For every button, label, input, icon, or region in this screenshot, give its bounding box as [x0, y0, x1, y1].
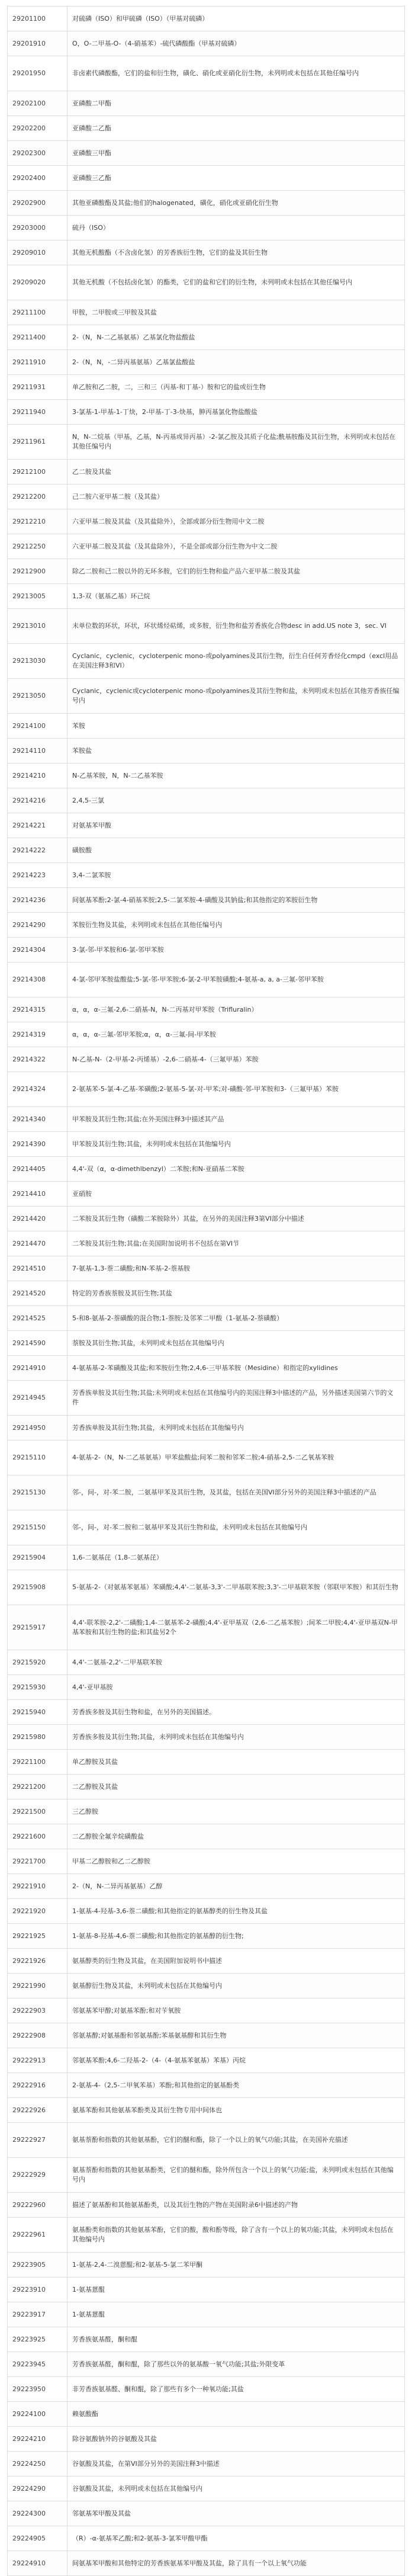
table-row: [8, 1849, 405, 1874]
table-row: [8, 609, 405, 644]
description-cell: 二苯胺及其衍生物（磺酸二苯胺除外）其盐，在另外的美国注释3第VI部分中描述: [67, 1207, 405, 1231]
table-row: [8, 1306, 405, 1331]
table-row: [8, 2327, 405, 2352]
table-row: [8, 1416, 405, 1441]
table-row: [8, 1750, 405, 1775]
hs-code-cell: 29214290: [8, 913, 67, 938]
table-body: [8, 7, 405, 2576]
description-cell: 对氨基苯甲酸: [67, 813, 405, 838]
description-cell: 间氨基苯甲酸和其他特定的芳香族氨基苯甲酸及其盐，除了具有一个以上氧气功能: [67, 2551, 405, 2576]
table-row: [8, 1281, 405, 1306]
table-row: [8, 679, 405, 714]
description-cell: 2-氨基-4-（2,5-二甲氧苯基）苯酚;和其他指定的氨基酚类: [67, 2073, 405, 2098]
hs-code-cell: 29222913: [8, 2048, 67, 2073]
description-cell: 谷氨酸及其盐，未列明或未包括在其他编号内: [67, 2476, 405, 2501]
hs-code-cell: 29214420: [8, 1207, 67, 1231]
table-row: [8, 2253, 405, 2277]
description-cell: α，α，α-三氟-2,6-二硝基-N，N-二丙基对甲苯胺（Trifluralin）: [67, 997, 405, 1022]
table-row: [8, 1605, 405, 1650]
description-cell: 甲基二乙醇胺和乙二乙醇胺: [67, 1849, 405, 1874]
hs-code-cell: 29214210: [8, 764, 67, 788]
hs-code-cell: 29215940: [8, 1700, 67, 1725]
description-cell: 亚磷酸三乙酯: [67, 166, 405, 191]
table-row: [8, 1072, 405, 1107]
description-cell: 1-氨基-8-羟基-4,6-萘二磺酸;和其他指定的氨基醇的衍生物;: [67, 1924, 405, 1949]
hs-code-cell: 29215980: [8, 1725, 67, 1750]
hs-code-cell: 29224210: [8, 2427, 67, 2452]
hs-code-cell: 29214221: [8, 813, 67, 838]
hs-code-cell: 29212200: [8, 485, 67, 509]
description-cell: 二乙醇胺及其盐: [67, 1775, 405, 1799]
hs-code-cell: 29203000: [8, 216, 67, 240]
description-cell: 赖氨酸酯: [67, 2402, 405, 2427]
table-row: [8, 1510, 405, 1545]
description-cell: N-乙基-N-（2-甲基-2-丙烯基）-2,6-二硝基-4-（三氟甲基）苯胺: [67, 1047, 405, 1072]
description-cell: Cyclanic，cyclenic，cycloterpenic mono-或polyamines及其衍生物，衍生自任何芳香烃化cmpd（excl用品在美国注释3和VI）: [67, 644, 405, 679]
table-row: [8, 838, 405, 863]
hs-code-cell: 29222961: [8, 2218, 67, 2253]
description-cell: 3-氯-邻-甲苯胺和6-氯-邻甲苯胺: [67, 938, 405, 963]
hs-code-cell: 29214340: [8, 1107, 67, 1132]
hs-code-cell: 29222927: [8, 2123, 67, 2158]
table-row: [8, 1381, 405, 1416]
table-row: [8, 2158, 405, 2193]
table-row: [8, 1799, 405, 1824]
table-row: [8, 2501, 405, 2526]
table-row: [8, 2352, 405, 2377]
description-cell: 4,4'-双（α，α-dimethlbenzyl）二苯胺;和N-亚硝基二苯胺: [67, 1157, 405, 1182]
description-cell: 芳香族氨基醛，酮和醌，除了那些以外的氨基酸一氧气功能;其盐;外限变革: [67, 2352, 405, 2377]
hs-code-cell: 29221200: [8, 1775, 67, 1799]
table-row: [8, 1998, 405, 2023]
hs-code-cell: 29223950: [8, 2377, 67, 2402]
table-row: [8, 2302, 405, 2327]
description-cell: N，N-二烷基（甲基，乙基，N-丙基或异丙基）-2-氯乙胺及其质子化盐;酰基胺酯及其衍生物，未列明或未包括在其他任编号内: [67, 425, 405, 460]
table-row: [8, 1182, 405, 1207]
description-cell: 间氨基苯酚;2-氯-4-硝基苯胺;2,5-二氯苯胺-4-磺酸及其钠盐;和其他指定的苯胺衍生物: [67, 888, 405, 913]
hs-code-cell: 29214236: [8, 888, 67, 913]
hs-code-cell: 29221700: [8, 1849, 67, 1874]
table-row: [8, 2452, 405, 2476]
description-cell: 7-氨基-1,3-萘二磺酸;和N-苯基-2-萘基胺: [67, 1256, 405, 1281]
table-row: [8, 1475, 405, 1510]
description-cell: 苯胺盐: [67, 739, 405, 764]
table-row: [8, 714, 405, 739]
table-row: [8, 788, 405, 813]
table-row: [8, 813, 405, 838]
description-cell: 4-氨基-2-（N，N-二乙基氨基）甲苯盐酸盐;间苯二胺和邻苯二胺;4-硝基-2,5-二乙氧基苯胺: [67, 1441, 405, 1475]
table-row: [8, 509, 405, 534]
description-cell: 三乙醇胺: [67, 1799, 405, 1824]
description-cell: Cyclanic，cyclenic或cycloterpenic mono-或polyamines及其衍生物和盐，未列明或未包括在其他芳香族任编号内: [67, 679, 405, 714]
table-row: [8, 31, 405, 56]
description-cell: α，α，α-三氟-邻甲苯胺;α，α，α-三氟-间-甲苯胺: [67, 1022, 405, 1047]
hs-code-cell: 29214315: [8, 997, 67, 1022]
description-cell: 邻氨基苯甲醇;对氨基苯酚;和对苄氧胺: [67, 1998, 405, 2023]
hs-code-cell: 29211400: [8, 325, 67, 350]
hs-code-cell: 29223905: [8, 2253, 67, 2277]
hs-code-cell: 29222916: [8, 2073, 67, 2098]
description-cell: 亚磷酸三甲酯: [67, 141, 405, 166]
description-cell: 亚磷酸二乙酯: [67, 116, 405, 141]
table-row: [8, 1331, 405, 1356]
hs-code-cell: 29221600: [8, 1824, 67, 1849]
description-cell: 苯胺衍生物及其盐，未列明或未包括在其他任编号内: [67, 913, 405, 938]
hs-code-cell: 29224250: [8, 2452, 67, 2476]
hs-code-cell: 29212210: [8, 509, 67, 534]
description-cell: （R）-α-氨基苯乙酸;和2-氨基-3-氯苯甲酸甲酯: [67, 2526, 405, 2551]
table-row: [8, 2098, 405, 2123]
table-row: [8, 534, 405, 559]
hs-code-cell: 29224290: [8, 2476, 67, 2501]
table-row: [8, 1132, 405, 1157]
table-row: [8, 1157, 405, 1182]
description-cell: 谷氨酸及其盐，在第VI部分另外的美国注释3中描述: [67, 2452, 405, 2476]
hs-code-cell: 29223917: [8, 2302, 67, 2327]
table-row: [8, 56, 405, 91]
hs-code-cell: 29224100: [8, 2402, 67, 2427]
description-cell: 未单位数的环状，环状，环状烯烃萜烯，或多胺，衍生物和盐芳香族化合物desc in add.US note 3，sec. VI: [67, 609, 405, 644]
table-row: [8, 7, 405, 31]
table-row: [8, 1824, 405, 1849]
hs-code-cell: 29214945: [8, 1381, 67, 1416]
table-row: [8, 1570, 405, 1605]
hs-code-cell: 29202100: [8, 91, 67, 116]
table-row: [8, 2073, 405, 2098]
description-cell: 芳香族单胺及其衍生物;其盐;未列明或未包括在其他编号内的美国注释3中描述的产品，另外描述美国第六节的文件: [67, 1381, 405, 1416]
hs-code-cell: 29221920: [8, 1899, 67, 1924]
description-cell: 芳香族单胺及其衍生物;其盐，未列明或未包括在其他编号内: [67, 1416, 405, 1441]
description-cell: 单乙胺和乙二胺，二，三和三（丙基-和丁基-）胺和它的盐或衍生物: [67, 375, 405, 400]
table-row: [8, 1949, 405, 1974]
hs-code-cell: 29201100: [8, 7, 67, 31]
hs-code-cell: 29214319: [8, 1022, 67, 1047]
hs-code-cell: 29212100: [8, 460, 67, 485]
hs-code-cell: 29221500: [8, 1799, 67, 1824]
table-row: [8, 1256, 405, 1281]
hs-code-cell: 29223945: [8, 2352, 67, 2377]
description-cell: 3,4-二氯苯胺: [67, 863, 405, 888]
hs-code-cell: 29214322: [8, 1047, 67, 1072]
table-row: [8, 2526, 405, 2551]
table-row: [8, 2218, 405, 2253]
description-cell: 2-（N，N-二异丙基氨基）乙醇: [67, 1874, 405, 1899]
description-cell: 二乙醇胺全氟辛烷磺酸盐: [67, 1824, 405, 1849]
description-cell: 六亚甲基二胺及其盐（及其盐除外），全部或部分衍生物用中文二胺: [67, 509, 405, 534]
table-row: [8, 485, 405, 509]
description-cell: 2,4,5-三氯: [67, 788, 405, 813]
table-row: [8, 2427, 405, 2452]
description-cell: 其他无机酸酯（不含卤化氢）的芳香族衍生物，它们的盐及其衍生物: [67, 240, 405, 265]
description-cell: 2-（N，N-二乙基氨基）乙基氯化物盐酸盐: [67, 325, 405, 350]
table-row: [8, 141, 405, 166]
table-row: [8, 997, 405, 1022]
table-row: [8, 191, 405, 216]
table-row: [8, 739, 405, 764]
table-row: [8, 2277, 405, 2302]
description-cell: 甲胺，二甲胺或三甲胺及其盐: [67, 300, 405, 325]
description-cell: 其他无机酸（不包括卤化氢）的酯类，它们的盐和它们的衍生物，未列明或未包括在其他任编号内: [67, 265, 405, 300]
hs-code-cell: 29213030: [8, 644, 67, 679]
description-cell: 甲苯胺及其衍生物;其盐，未列明或未包括在其他编号内: [67, 1132, 405, 1157]
description-cell: 邻-，间-，对-苯二胺，二氨基甲苯及其衍生物，及其盐，包括在美国VI部分另外的美国注释3中描述的产品: [67, 1475, 405, 1510]
table-row: [8, 1924, 405, 1949]
table-row: [8, 2048, 405, 2073]
description-cell: 其他亚磷酸酯及其盐;他们的halogenated，磺化，硝化或亚硝化衍生物: [67, 191, 405, 216]
table-row: [8, 1545, 405, 1570]
hs-code-cell: 29221910: [8, 1874, 67, 1899]
table-row: [8, 166, 405, 191]
hs-code-cell: 29215908: [8, 1570, 67, 1605]
hs-code-cell: 29201950: [8, 56, 67, 91]
description-cell: 氨基萘酚和指数的其他氨基酚，它们的醚和酯，除了一个以上的氧气功能;其盐，在美国补充描述: [67, 2123, 405, 2158]
description-cell: 1,3-双（氨基乙基）环己烷: [67, 584, 405, 609]
hs-code-cell: 29211961: [8, 425, 67, 460]
table-row: [8, 216, 405, 240]
hs-code-cell: 29212900: [8, 559, 67, 584]
description-cell: 4-氯-邻甲苯胺盐酸盐;5-氯-邻-甲苯胺;6-氯-2-甲苯胺磺酸;4-氨基-a, a, a-三氟-邻甲苯胺: [67, 963, 405, 997]
hs-code-cell: 29215150: [8, 1510, 67, 1545]
hs-code-cell: 29214222: [8, 838, 67, 863]
hs-code-cell: 29211100: [8, 300, 67, 325]
description-cell: 六亚甲基二胺及其盐（及其盐除外），不是全部或部分衍生物为中文二胺: [67, 534, 405, 559]
tariff-code-table: [7, 6, 405, 2576]
table-row: [8, 300, 405, 325]
description-cell: 己二胺六亚甲基二胺（及其盐）: [67, 485, 405, 509]
hs-code-cell: 29209010: [8, 240, 67, 265]
description-cell: 氨基苯酚和其他氨基苯酚类及其衍生物专用中间体也: [67, 2098, 405, 2123]
hs-code-cell: 29213050: [8, 679, 67, 714]
hs-code-cell: 29224905: [8, 2526, 67, 2551]
description-cell: 5-氨基-2-（对氨基苯氨基）苯磺酸;4,4'-二氨基-3,3'-二甲基联苯胺;3,3'-二甲基联苯胺（邻联甲苯胺）和其衍生物: [67, 1570, 405, 1605]
hs-code-cell: 29215920: [8, 1650, 67, 1675]
hs-code-cell: 29221925: [8, 1924, 67, 1949]
table-row: [8, 2377, 405, 2402]
hs-code-cell: 29214470: [8, 1231, 67, 1256]
description-cell: 对硫磷（ISO）和甲硫磷（ISO）（甲基对硫磷）: [67, 7, 405, 31]
hs-code-cell: 29223910: [8, 2277, 67, 2302]
table-row: [8, 644, 405, 679]
hs-code-cell: 29224300: [8, 2501, 67, 2526]
description-cell: 4-氨基基-2-苯磺酸及其盐;和苯胺衍生物;2,4,6-三甲基苯胺（Mesidine）和指定的xylidines: [67, 1356, 405, 1381]
table-row: [8, 1725, 405, 1750]
description-cell: 邻-，间-，对-苯二胺和二氨基甲苯及其衍生物和盐，未列明或未包括在其他编号内: [67, 1510, 405, 1545]
table-row: [8, 2193, 405, 2218]
description-cell: 5-和8-氨基-2-萘磺酸的混合物;1-萘胺;及邻苯二甲酸（1-氨基-2-萘磺酸）: [67, 1306, 405, 1331]
hs-code-cell: 29214405: [8, 1157, 67, 1182]
table-row: [8, 1775, 405, 1799]
hs-code-cell: 29224910: [8, 2551, 67, 2576]
hs-code-cell: 29202400: [8, 166, 67, 191]
hs-code-cell: 29223925: [8, 2327, 67, 2352]
table-row: [8, 1974, 405, 1998]
hs-code-cell: 29222903: [8, 1998, 67, 2023]
hs-code-cell: 29214510: [8, 1256, 67, 1281]
table-row: [8, 938, 405, 963]
description-cell: O，O-二甲基-O-（4-硝基苯）-硫代磷酸酯（甲基对硫磷）: [67, 31, 405, 56]
description-cell: 苯胺: [67, 714, 405, 739]
description-cell: 4,4'-联苯胺-2,2'-二磺酸;1,4-二氨基苯-2-磺酸;4,4'-亚甲基双（2,6-二乙基苯胺）;间苯二甲胺;4,4'-亚甲基双N-甲基苯胺和其衍生物的盐;和其盐另2个: [67, 1605, 405, 1650]
table-row: [8, 1207, 405, 1231]
table-row: [8, 325, 405, 350]
hs-code-cell: 29202300: [8, 141, 67, 166]
hs-code-cell: 29214223: [8, 863, 67, 888]
hs-code-cell: 29201910: [8, 31, 67, 56]
description-cell: 2-氨基苯-5-氯-4-乙基-苯磺酸;2-氨基-5-氯-对-甲苯;对-磺酸-邻-甲苯胺和3-（三氟甲基）苯胺: [67, 1072, 405, 1107]
hs-code-cell: 29214216: [8, 788, 67, 813]
hs-code-cell: 29214410: [8, 1182, 67, 1207]
hs-code-cell: 29214525: [8, 1306, 67, 1331]
table-row: [8, 1356, 405, 1381]
description-cell: N-乙基苯胺，N，N-二乙基苯胺: [67, 764, 405, 788]
hs-code-cell: 29214950: [8, 1416, 67, 1441]
hs-code-cell: 29213005: [8, 584, 67, 609]
description-cell: 萘胺及其衍生物;其盐，未列明或未包括在其他编号内: [67, 1331, 405, 1356]
table-row: [8, 2023, 405, 2048]
hs-code-cell: 29222929: [8, 2158, 67, 2193]
table-row: [8, 888, 405, 913]
hs-code-cell: 29222926: [8, 2098, 67, 2123]
hs-code-cell: 29202200: [8, 116, 67, 141]
description-cell: 1-氨基-2,4-二溴蒽醌;和2-氨基-5-氯二苯甲酮: [67, 2253, 405, 2277]
hs-code-cell: 29214520: [8, 1281, 67, 1306]
hs-code-cell: 29214304: [8, 938, 67, 963]
table-row: [8, 1650, 405, 1675]
description-cell: 3-氯基-1-甲基-1-丁炔，2-甲基-丁-3-炔基，胂丙基氯化物盐酸盐: [67, 400, 405, 425]
hs-code-cell: 29215930: [8, 1675, 67, 1700]
table-row: [8, 350, 405, 375]
description-cell: 邻氨基苯酚;4,6-二羟基-2-（4-（4-氨基苯氨基）苯基）丙烷: [67, 2048, 405, 2073]
description-cell: 非卤素代磷酸酯，它们的盐和衍生物，磺化、硝化或亚硝化衍生物，未列明或未包括在其他任编号内: [67, 56, 405, 91]
hs-code-cell: 29214910: [8, 1356, 67, 1381]
description-cell: 亚磷酸二甲酯: [67, 91, 405, 116]
description-cell: 4,4'-二氨基-2,2'-二甲基联苯胺: [67, 1650, 405, 1675]
table-row: [8, 584, 405, 609]
hs-code-cell: 29214590: [8, 1331, 67, 1356]
hs-code-cell: 29211910: [8, 350, 67, 375]
hs-code-cell: 29221926: [8, 1949, 67, 1974]
description-cell: 描述了氨基酚和其他氨基酚类，以及其衍生物的产物在美国附录6中描述的产物: [67, 2193, 405, 2218]
hs-code-cell: 29215917: [8, 1605, 67, 1650]
table-row: [8, 1107, 405, 1132]
table-row: [8, 91, 405, 116]
table-row: [8, 1022, 405, 1047]
description-cell: 硫丹（ISO）: [67, 216, 405, 240]
description-cell: 氨基醇衍生物及其盐，未列明或未包括在其他编号内: [67, 1974, 405, 1998]
description-cell: 氨基酚类和指数的其他氨基苯酚，它们的酸，酸和酚等级，除了含有一个以上的氧功能;其盐，未列明或未包括在其他编号内: [67, 2218, 405, 2253]
table-row: [8, 1231, 405, 1256]
table-row: [8, 265, 405, 300]
table-row: [8, 1047, 405, 1072]
table-row: [8, 1899, 405, 1924]
table-row: [8, 963, 405, 997]
table-row: [8, 2551, 405, 2576]
table-row: [8, 863, 405, 888]
description-cell: 氨基萘酚和指数的其他氨基酚类，它们的醚和酯，除外所包含一个以上的氧气功能;盐，未列明或未包括在其他编号内: [67, 2158, 405, 2193]
description-cell: 芳香族多胺及其衍生物;其盐，未列明或未包括在其他编号内: [67, 1725, 405, 1750]
table-row: [8, 1441, 405, 1475]
description-cell: 1-氨基-4-羟基-3,6-萘二磺酸;和其他指定的氨基醇类的衍生物及其盐: [67, 1899, 405, 1924]
hs-code-cell: 29214324: [8, 1072, 67, 1107]
table-row: [8, 240, 405, 265]
hs-code-cell: 29214110: [8, 739, 67, 764]
description-cell: 1-氨基蒽醌: [67, 2277, 405, 2302]
table-row: [8, 375, 405, 400]
description-cell: 2-（N，N，-二异丙基氨基）乙基氯盐酸盐: [67, 350, 405, 375]
hs-code-cell: 29213010: [8, 609, 67, 644]
description-cell: 特定的芳香族萘胺及其衍生物;其盐: [67, 1281, 405, 1306]
description-cell: 1-氨基蒽醌: [67, 2302, 405, 2327]
description-cell: 亚硝胺: [67, 1182, 405, 1207]
table-row: [8, 1700, 405, 1725]
table-row: [8, 2123, 405, 2158]
table-row: [8, 559, 405, 584]
table-row: [8, 400, 405, 425]
description-cell: 乙二胺及其盐: [67, 460, 405, 485]
description-cell: 单乙醇胺及其盐: [67, 1750, 405, 1775]
hs-code-cell: 29209020: [8, 265, 67, 300]
hs-code-cell: 29211931: [8, 375, 67, 400]
hs-code-cell: 29214308: [8, 963, 67, 997]
description-cell: 芳香族氨基醛，酮和醌: [67, 2327, 405, 2352]
description-cell: 非芳香族氨基醛、酮和醌，除了那些有多个一种氧功能;其盐: [67, 2377, 405, 2402]
hs-code-cell: 29214100: [8, 714, 67, 739]
description-cell: 1,6-二氨基芘（1,8-二氨基芘）: [67, 1545, 405, 1570]
hs-code-cell: 29222908: [8, 2023, 67, 2048]
hs-code-cell: 29215904: [8, 1545, 67, 1570]
table-row: [8, 425, 405, 460]
hs-code-cell: 29202900: [8, 191, 67, 216]
table-row: [8, 2476, 405, 2501]
description-cell: 除乙二胺和己二胺以外的无环多胺，它们的衍生物和盐产品六亚甲基二胺及其盐: [67, 559, 405, 584]
table-row: [8, 2402, 405, 2427]
hs-code-cell: 29212250: [8, 534, 67, 559]
hs-code-cell: 29221100: [8, 1750, 67, 1775]
table-row: [8, 1874, 405, 1899]
description-cell: 除谷氨酸钠外的谷氨酸及其盐: [67, 2427, 405, 2452]
description-cell: 二苯胺及其衍生物;其盐;在美国附加说明书不包括在第VI节: [67, 1231, 405, 1256]
hs-code-cell: 29211940: [8, 400, 67, 425]
description-cell: 甲苯胺及其衍生物;其盐;在外美国注释3中描述其产品: [67, 1107, 405, 1132]
description-cell: 4,4'-亚甲基胺: [67, 1675, 405, 1700]
description-cell: 邻氨基苯甲酸及其盐: [67, 2501, 405, 2526]
table-row: [8, 1675, 405, 1700]
hs-code-cell: 29214390: [8, 1132, 67, 1157]
description-cell: 氨基醇类的衍生物及其盐，在美国附加说明书中描述: [67, 1949, 405, 1974]
hs-code-cell: 29215130: [8, 1475, 67, 1510]
table-row: [8, 764, 405, 788]
table-row: [8, 913, 405, 938]
hs-code-cell: 29221990: [8, 1974, 67, 1998]
hs-code-cell: 29222960: [8, 2193, 67, 2218]
table-row: [8, 116, 405, 141]
table-row: [8, 460, 405, 485]
description-cell: 芳香族多胺及其衍生物和盐，在另外的美国描述。: [67, 1700, 405, 1725]
hs-code-cell: 29215110: [8, 1441, 67, 1475]
description-cell: 磺胺酸: [67, 838, 405, 863]
description-cell: 邻氨基醇;对氨基酚和邻氨基酚;苯基氨基醇和其衍生物: [67, 2023, 405, 2048]
